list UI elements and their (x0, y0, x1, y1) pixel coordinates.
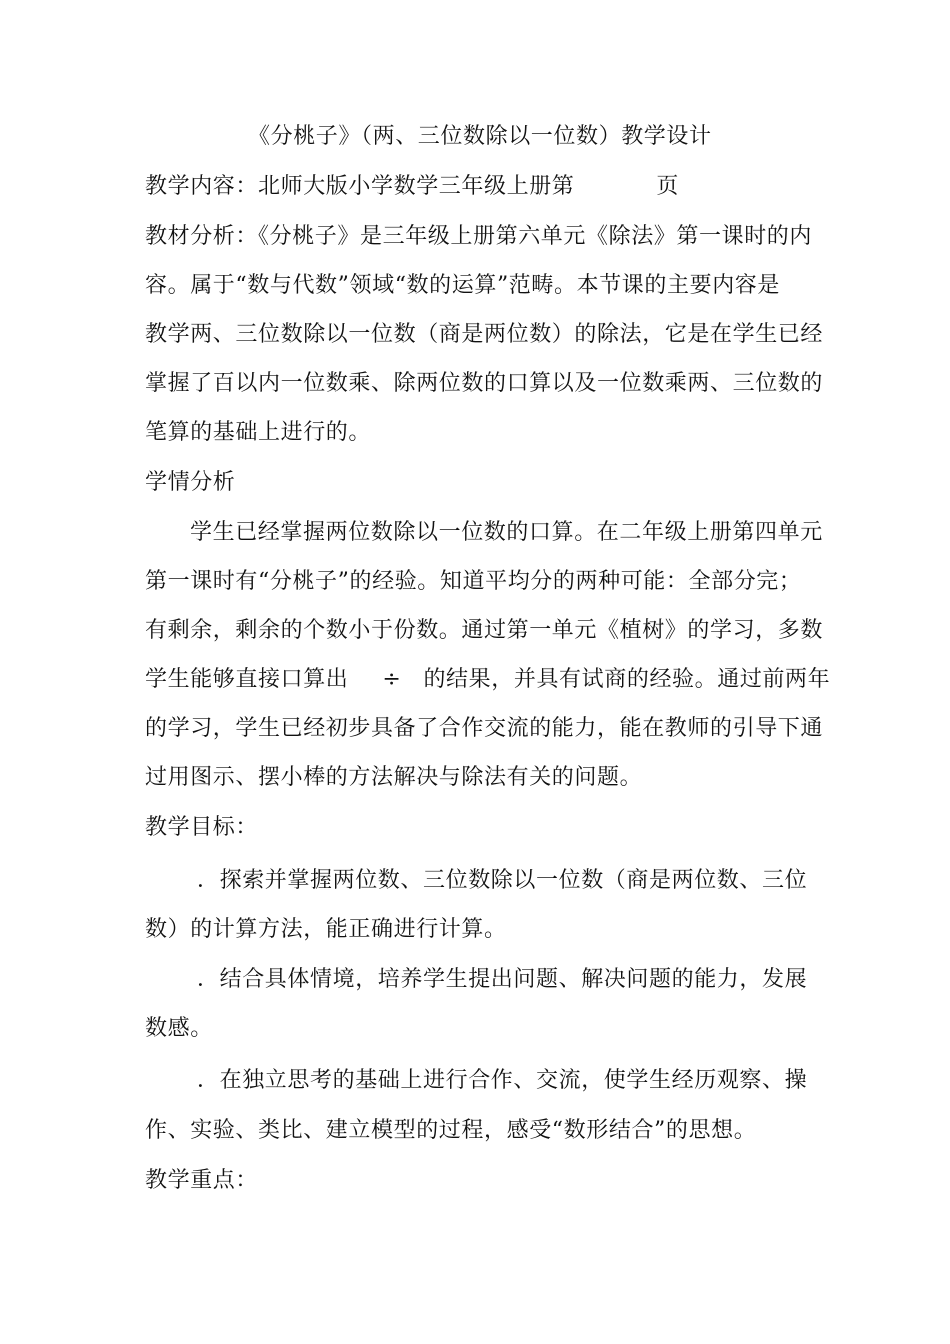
document-title: 《分桃子》（两、三位数除以一位数）教学设计 (248, 124, 712, 149)
objective-item-continuation: 数）的计算方法，能正确进行计算。 (145, 917, 507, 942)
teaching-content-label: 教学内容：北师大版小学数学三年级上册第 (145, 174, 575, 199)
division-sign: ÷ (382, 667, 402, 692)
student-analysis-line: 第一课时有“分桃子”的经验。知道平均分的两种可能：全部分完； (145, 569, 802, 594)
material-analysis-line: 容。属于“数与代数”领域“数的运算”范畴。本节课的主要内容是 (145, 273, 780, 298)
page-suffix: 页 (656, 174, 680, 199)
objective-item: ．结合具体情境，培养学生提出问题、解决问题的能力，发展 (197, 967, 808, 992)
student-analysis-line (145, 665, 831, 695)
objective-item: ．探索并掌握两位数、三位数除以一位数（商是两位数、三位 (197, 868, 808, 893)
objective-item: ．在独立思考的基础上进行合作、交流，使学生经历观察、操 (197, 1068, 808, 1093)
material-analysis-line: 教材分析：《分桃子》是三年级上册第六单元《除法》第一课时的内 (145, 224, 813, 249)
student-analysis-text: 的结果，并具有试商的经验。通过前两年 (423, 667, 831, 692)
teaching-content-line (145, 172, 815, 202)
student-analysis-line: 过用图示、摆小棒的方法解决与除法有关的问题。 (145, 765, 643, 790)
material-analysis-line: 掌握了百以内一位数乘、除两位数的口算以及一位数乘两、三位数的 (145, 371, 824, 396)
key-points-heading: 教学重点： (145, 1168, 259, 1193)
student-analysis-line: 学生已经掌握两位数除以一位数的口算。在二年级上册第四单元 (190, 520, 823, 545)
material-analysis-line: 教学两、三位数除以一位数（商是两位数）的除法，它是在学生已经 (145, 322, 824, 347)
material-analysis-line: 笔算的基础上进行的。 (145, 420, 372, 445)
objective-item-continuation: 作、实验、类比、建立模型的过程，感受“数形结合”的思想。 (145, 1118, 757, 1143)
objective-item-continuation: 数感。 (145, 1016, 213, 1041)
student-analysis-line: 的学习，学生已经初步具备了合作交流的能力，能在教师的引导下通 (145, 716, 824, 741)
objectives-heading: 教学目标： (145, 815, 259, 840)
student-analysis-line: 有剩余，剩余的个数小于份数。通过第一单元《植树》的学习，多数 (145, 618, 824, 643)
student-analysis-text: 学生能够直接口算出 (145, 667, 349, 692)
student-analysis-heading: 学情分析 (145, 470, 236, 495)
